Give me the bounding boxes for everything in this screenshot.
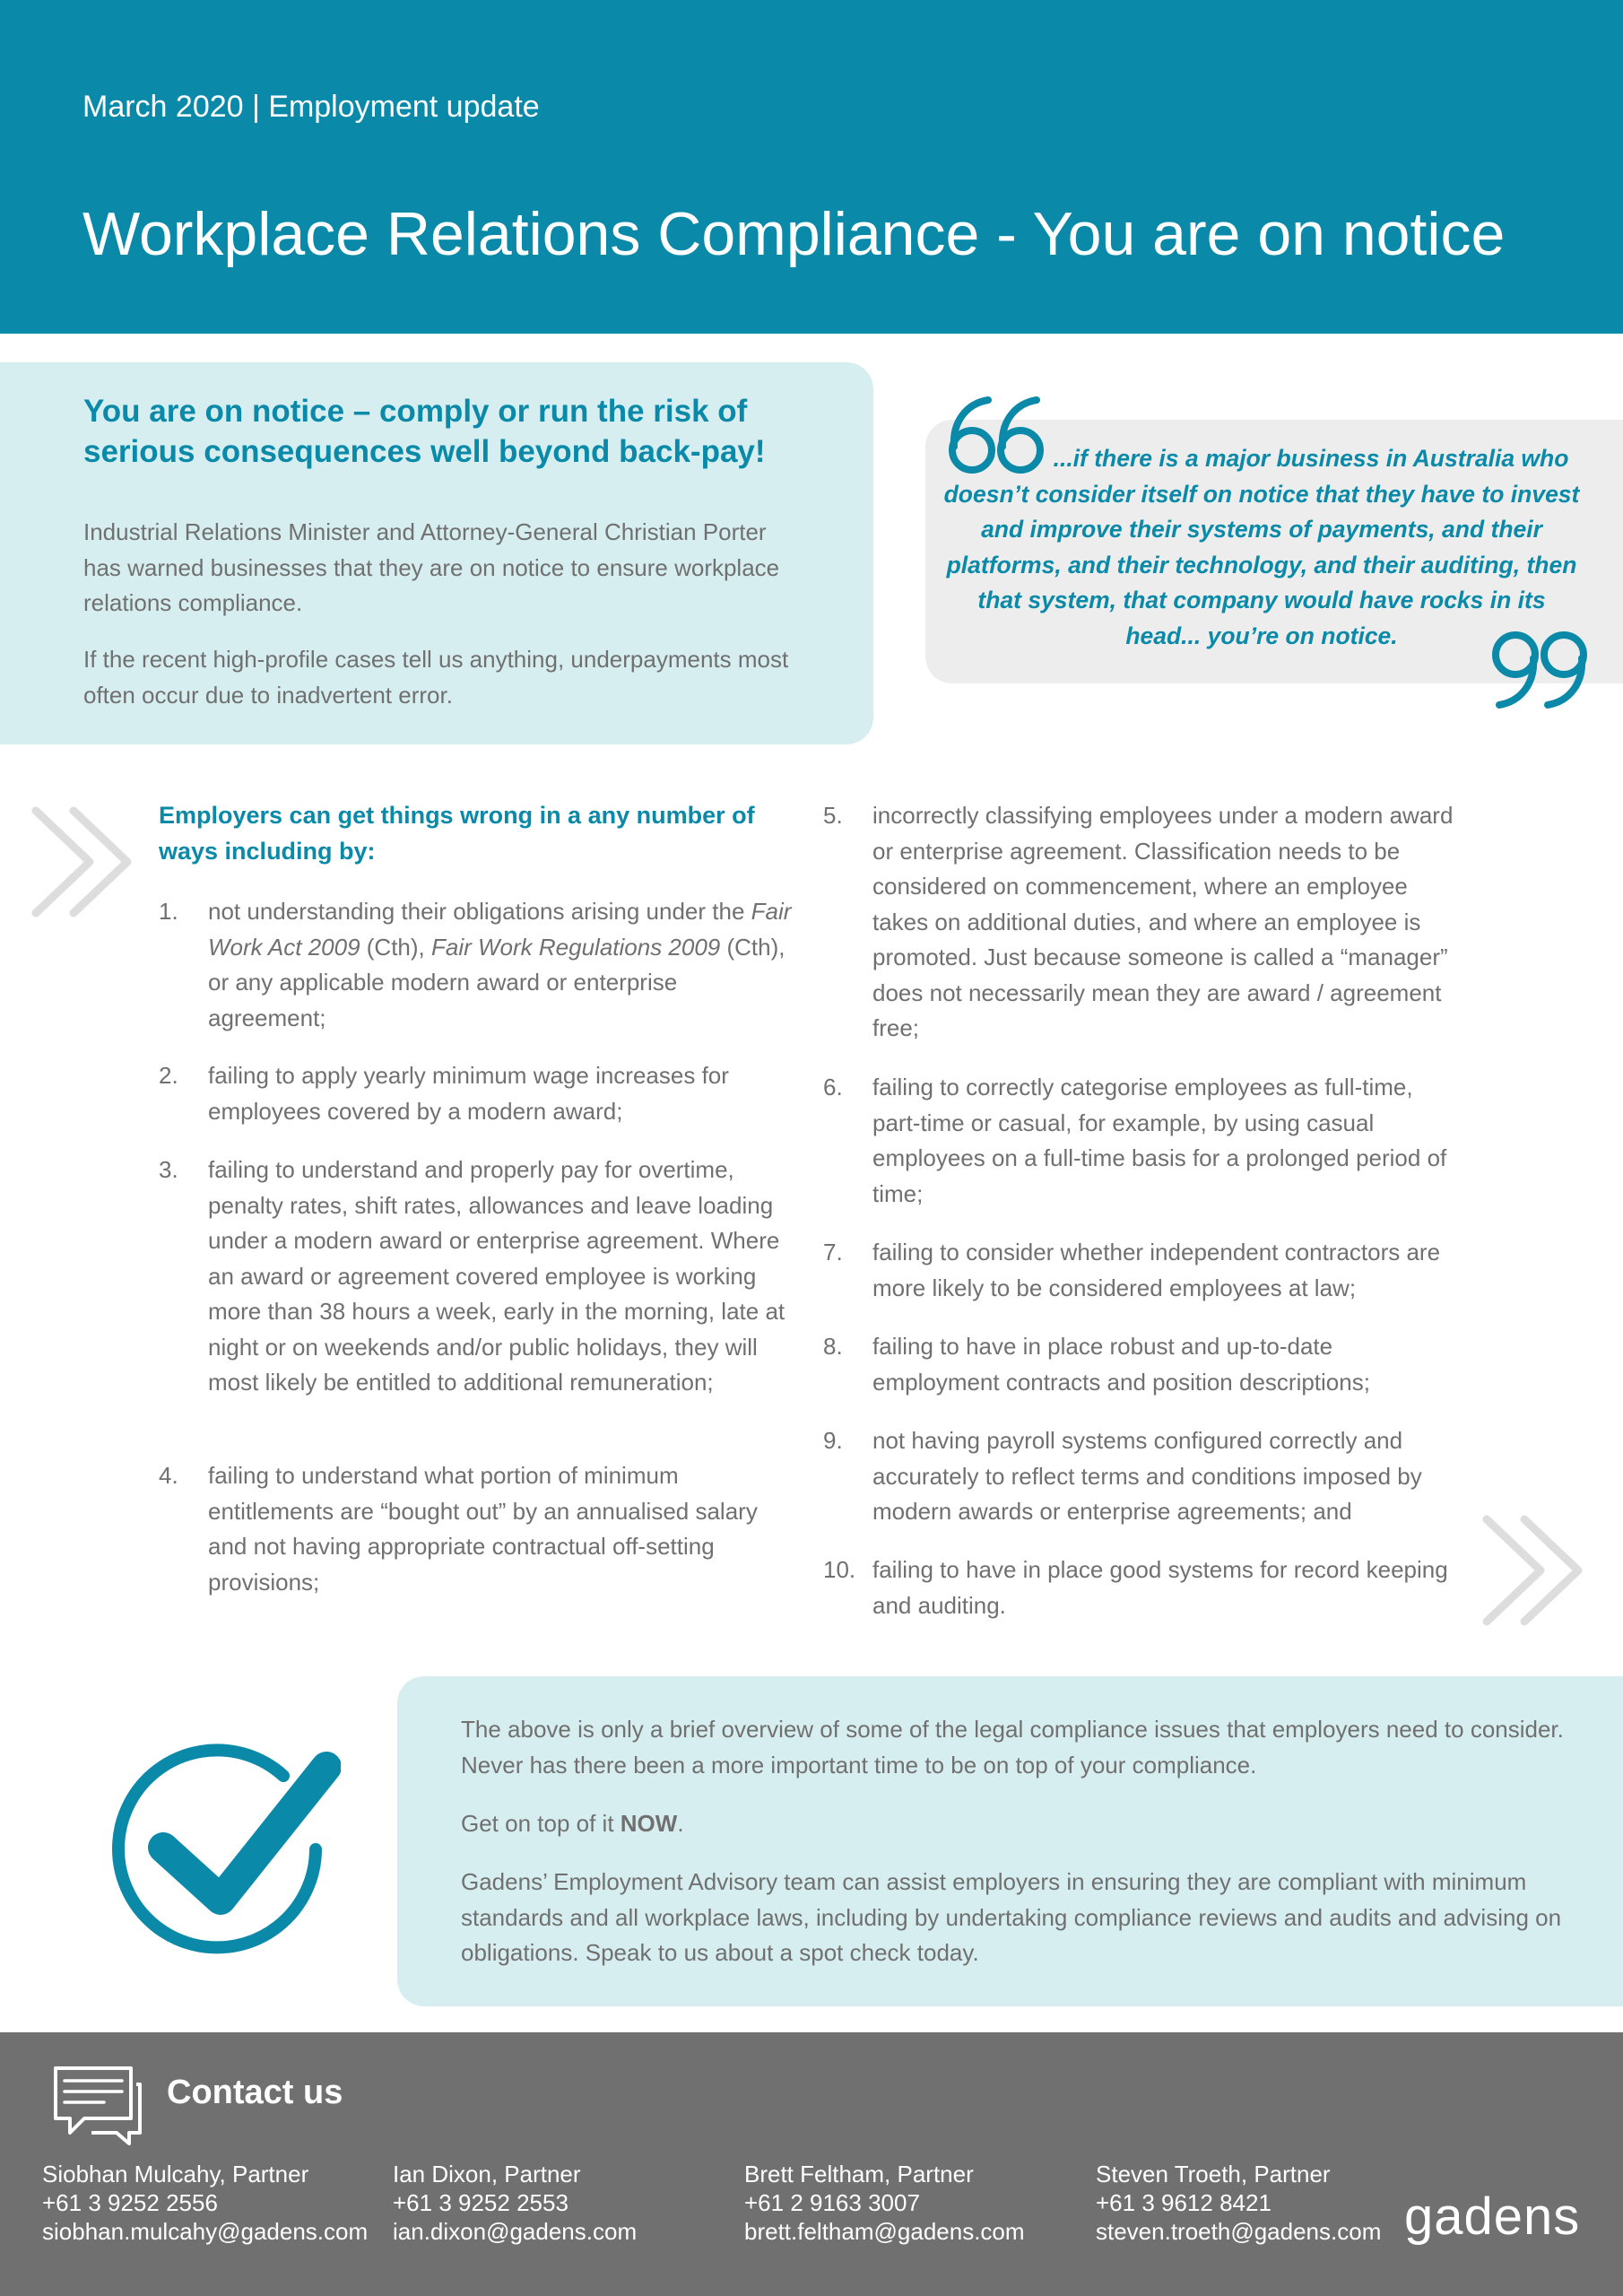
contact-card [1096,2160,1381,2246]
page-title: Workplace Relations Compliance - You are on notice [82,200,1506,268]
checkmark-circle-icon [108,1742,341,1957]
contact-email[interactable]: steven.troeth@gadens.com [1096,2218,1382,2245]
intro-paragraph: If the recent high-profile cases tell us anything, underpayments most often occur due to inadvertent error. [83,646,789,709]
intro-paragraph: Industrial Relations Minister and Attorney-General Christian Porter has warned businesses that they are on notice to ensure workplace relations compliance. [83,518,780,616]
chat-bubble-icon [50,2065,143,2147]
contact-phone[interactable]: +61 3 9252 2556 [42,2189,218,2216]
intro-heading: You are on notice – comply or run the risk of serious consequences well beyond back-pay! [83,394,766,469]
close-quote-icon [1488,628,1589,710]
call-to-action-box [397,1676,1623,2006]
contact-name: Steven Troeth, Partner [1096,2161,1331,2187]
gadens-logo: gadens [1404,2187,1581,2246]
intro-box [0,362,873,744]
contact-name: Brett Feltham, Partner [744,2161,974,2187]
cta-paragraph: Gadens’ Employment Advisory team can assist employers in ensuring they are compliant with minimum standards and all workplace laws, including by undertaking compliance reviews and audits and advising on obligations. Speak to us about a spot check today. [461,1868,1562,1966]
open-quote-icon [947,395,1047,477]
header-banner [0,0,1623,334]
contact-card [42,2160,368,2246]
contact-phone[interactable]: +61 3 9252 2553 [393,2189,568,2216]
contact-heading: Contact us [167,2074,343,2111]
contact-email[interactable]: brett.feltham@gadens.com [744,2218,1025,2245]
footer [0,2032,1623,2296]
cta-paragraph: The above is only a brief overview of some of the legal compliance issues that employers need to consider. Never has there been a more important time to be on top of your compliance. [461,1716,1564,1779]
contact-phone[interactable]: +61 2 9163 3007 [744,2189,920,2216]
chevron-arrow-icon [30,805,143,918]
contact-phone[interactable]: +61 3 9612 8421 [1096,2189,1271,2216]
contact-name: Ian Dixon, Partner [393,2161,581,2187]
cta-paragraph: Get on top of it NOW. [461,1810,684,1837]
contact-name: Siobhan Mulcahy, Partner [42,2161,309,2187]
list-heading: Employers can get things wrong in a any number of ways including by: [159,802,755,865]
contact-card [393,2160,637,2246]
contact-card [744,2160,1025,2246]
quote-text: ...if there is a major business in Australia who doesn’t consider itself on notice that they have to invest and improve their systems of payments, and their platforms, and their technology, and their auditing, then that system, that company would have rocks in its head... you’re on notice. [943,445,1580,649]
chevron-arrow-icon [1481,1514,1594,1627]
contact-email[interactable]: siobhan.mulcahy@gadens.com [42,2218,369,2245]
issue-date-label: March 2020 | Employment update [82,90,540,124]
contact-email[interactable]: ian.dixon@gadens.com [393,2218,638,2245]
